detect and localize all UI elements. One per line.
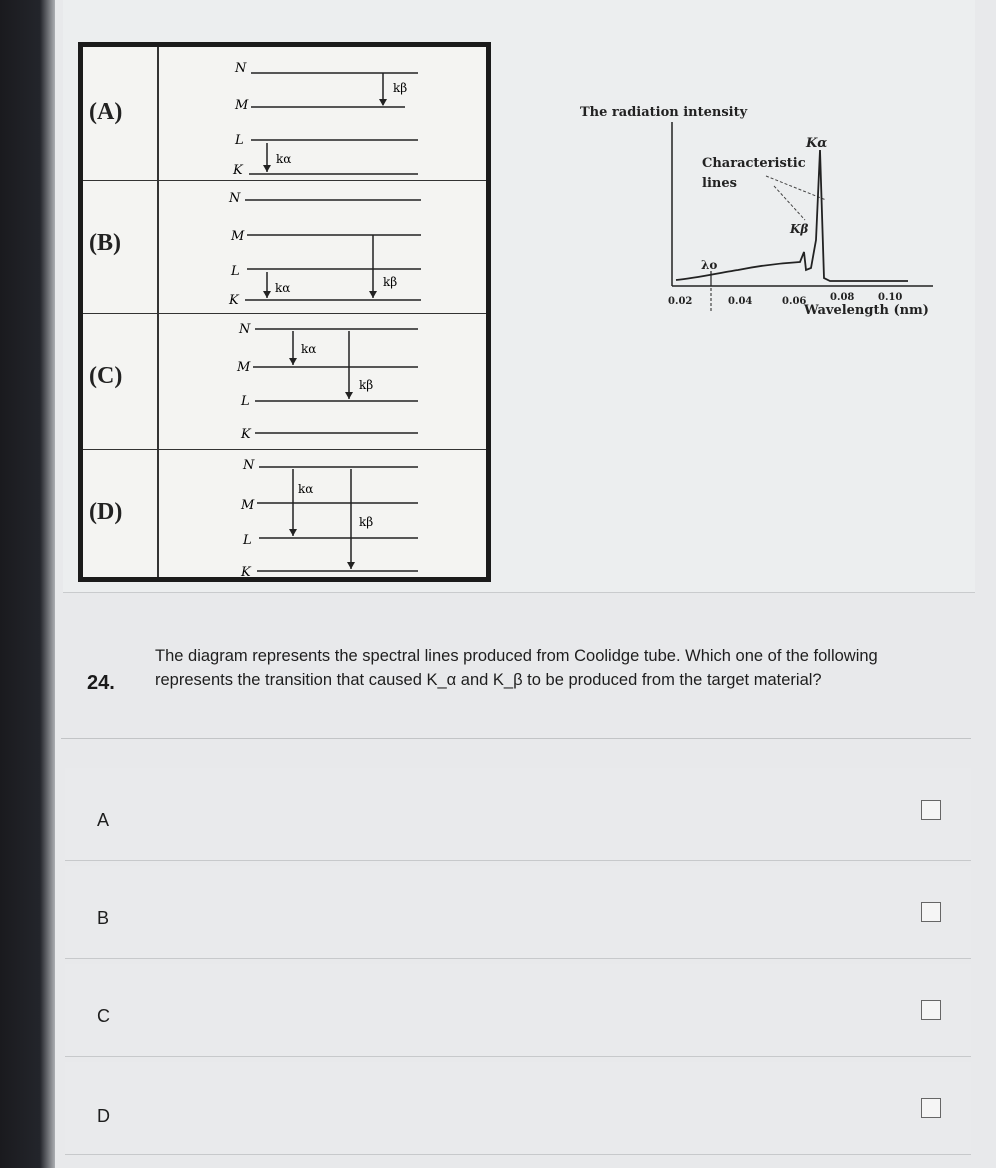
row-a-diagram <box>83 47 486 180</box>
tick-0-10: 0.10 <box>878 292 903 303</box>
tick-0-08: 0.08 <box>830 292 855 303</box>
option-c-label: C <box>97 1006 110 1026</box>
x-axis-label: Wavelength (nm) <box>804 303 929 318</box>
energy-level-table <box>78 42 491 582</box>
row-d <box>83 449 486 582</box>
option-b-checkbox[interactable] <box>921 902 941 922</box>
level-l: L <box>235 133 244 148</box>
row-b-label: (B) <box>89 230 121 256</box>
label-kb: kβ <box>359 515 374 529</box>
level-k: K <box>229 293 239 308</box>
option-c[interactable] <box>65 964 971 1057</box>
graph-title: The radiation intensity <box>580 105 748 120</box>
level-l: L <box>243 533 252 548</box>
option-b[interactable] <box>65 866 971 959</box>
question-block <box>61 628 971 739</box>
option-d[interactable] <box>65 1062 971 1155</box>
ka-label: Kα <box>806 136 828 151</box>
level-m: M <box>235 98 249 113</box>
row-d-label: (D) <box>89 499 123 525</box>
level-k: K <box>233 163 243 178</box>
tick-0-02: 0.02 <box>668 296 693 307</box>
option-a[interactable] <box>65 768 971 861</box>
option-d-label: D <box>97 1106 110 1126</box>
level-k: K <box>241 427 251 442</box>
label-kb: kβ <box>393 81 408 95</box>
question-text: The diagram represents the spectral lines produced from Coolidge tube. Which one of the following represents the transition that caused K_α and K_β to be produced from the target material? <box>155 647 878 689</box>
level-l: L <box>231 264 240 279</box>
screen <box>55 0 996 1168</box>
level-k: K <box>241 565 251 580</box>
level-m: M <box>241 498 255 513</box>
row-c-label: (C) <box>89 363 123 389</box>
row-a <box>83 47 486 181</box>
figure-panel <box>63 0 975 593</box>
tick-0-04: 0.04 <box>728 296 753 307</box>
label-ka: kα <box>275 281 291 295</box>
row-a-label: (A) <box>89 99 123 125</box>
level-n: N <box>229 191 241 206</box>
option-a-label: A <box>97 810 110 830</box>
characteristic-label: Characteristic <box>702 156 806 171</box>
row-d-diagram <box>83 449 486 582</box>
option-b-label: B <box>97 908 110 928</box>
kb-label: Kβ <box>790 222 809 236</box>
lambda0-label: λo <box>701 258 718 272</box>
option-d-checkbox[interactable] <box>921 1098 941 1118</box>
level-n: N <box>239 322 251 337</box>
label-ka: kα <box>298 482 314 496</box>
level-m: M <box>231 229 245 244</box>
level-l: L <box>241 394 250 409</box>
level-n: N <box>243 458 255 473</box>
row-c <box>83 313 486 450</box>
tick-0-06: 0.06 <box>782 296 807 307</box>
question-number: 24. <box>87 672 115 694</box>
option-a-checkbox[interactable] <box>921 800 941 820</box>
label-ka: kα <box>276 152 292 166</box>
label-kb: kβ <box>383 275 398 289</box>
lines-label: lines <box>702 176 737 191</box>
radiation-intensity-graph <box>568 90 968 340</box>
row-c-diagram <box>83 313 486 449</box>
row-b <box>83 180 486 314</box>
level-n: N <box>235 61 247 76</box>
label-ka: kα <box>301 342 317 356</box>
option-c-checkbox[interactable] <box>921 1000 941 1020</box>
label-kb: kβ <box>359 378 374 392</box>
row-b-diagram <box>83 180 486 313</box>
level-m: M <box>237 360 251 375</box>
